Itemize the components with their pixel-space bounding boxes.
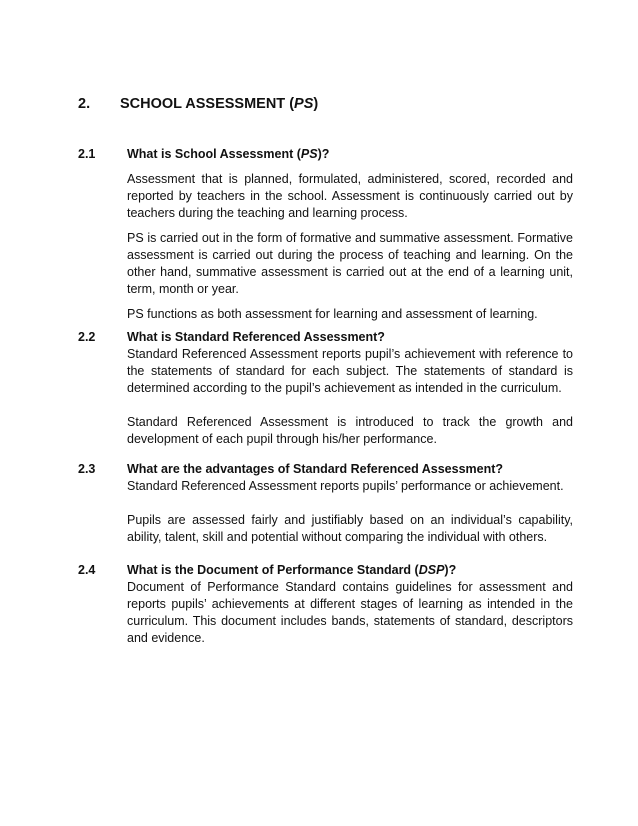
subsection-title bbox=[127, 146, 573, 163]
section-number: 2. bbox=[78, 96, 91, 112]
subsection-number: 2.3 bbox=[78, 462, 96, 476]
subsection-title: What is Standard Referenced Assessment? bbox=[127, 330, 385, 344]
subsection-title bbox=[127, 562, 573, 579]
paragraph: Assessment that is planned, formulated, administered, scored, recorded and reported by teachers in the school. Assessment is continuously carried out by teachers during the teaching and learning process. bbox=[127, 172, 573, 220]
title-abbr: PS bbox=[300, 147, 318, 161]
section-heading bbox=[78, 96, 318, 112]
subsection-title: What are the advantages of Standard Referenced Assessment? bbox=[127, 462, 504, 476]
subsection-2-1 bbox=[78, 146, 578, 323]
title-abbr: DSP bbox=[418, 563, 445, 577]
paragraph: Standard Referenced Assessment reports pupils’ performance or achievement. bbox=[127, 479, 564, 493]
section-title bbox=[120, 96, 318, 112]
section-title-text: SCHOOL ASSESSMENT ( bbox=[120, 96, 295, 112]
paragraph: PS functions as both assessment for learning and assessment of learning. bbox=[127, 307, 538, 321]
title-close: )? bbox=[444, 563, 457, 577]
paragraph: PS is carried out in the form of formative and summative assessment. Formative assessment is carried out during the process of teaching and learning. On the other hand, summative assessment is carried out at the end of a learning unit, term, month or year. bbox=[127, 231, 573, 296]
paragraph: Standard Referenced Assessment is introduced to track the growth and development of each pupil through his/her performance. bbox=[127, 415, 573, 446]
title-text: What is School Assessment ( bbox=[127, 147, 301, 161]
subsection-number: 2.1 bbox=[78, 147, 96, 161]
subsection-2-2 bbox=[78, 329, 578, 448]
section-title-close: ) bbox=[313, 96, 319, 112]
subsection-2-3 bbox=[78, 461, 578, 546]
paragraph: Document of Performance Standard contains guidelines for assessment and reports pupils’ achievements at different stages of learning as intended in the curriculum. This document includes bands, statements of standard, descriptors and evidence. bbox=[127, 580, 573, 645]
subsection-number: 2.2 bbox=[78, 330, 96, 344]
title-close: )? bbox=[317, 147, 330, 161]
paragraph: Standard Referenced Assessment reports pupil’s achievement with reference to the statements of standard for each subject. The statements of standard is determined according to the pupil’s achievement as intended in the curriculum. bbox=[127, 347, 573, 395]
paragraph: Pupils are assessed fairly and justifiably based on an individual’s capability, ability, talent, skill and potential without comparing the individual with others. bbox=[127, 513, 573, 544]
subsection-2-4 bbox=[78, 562, 578, 647]
subsection-number: 2.4 bbox=[78, 563, 96, 577]
title-text: What is the Document of Performance Standard ( bbox=[127, 563, 419, 577]
section-title-abbr: PS bbox=[294, 96, 314, 112]
